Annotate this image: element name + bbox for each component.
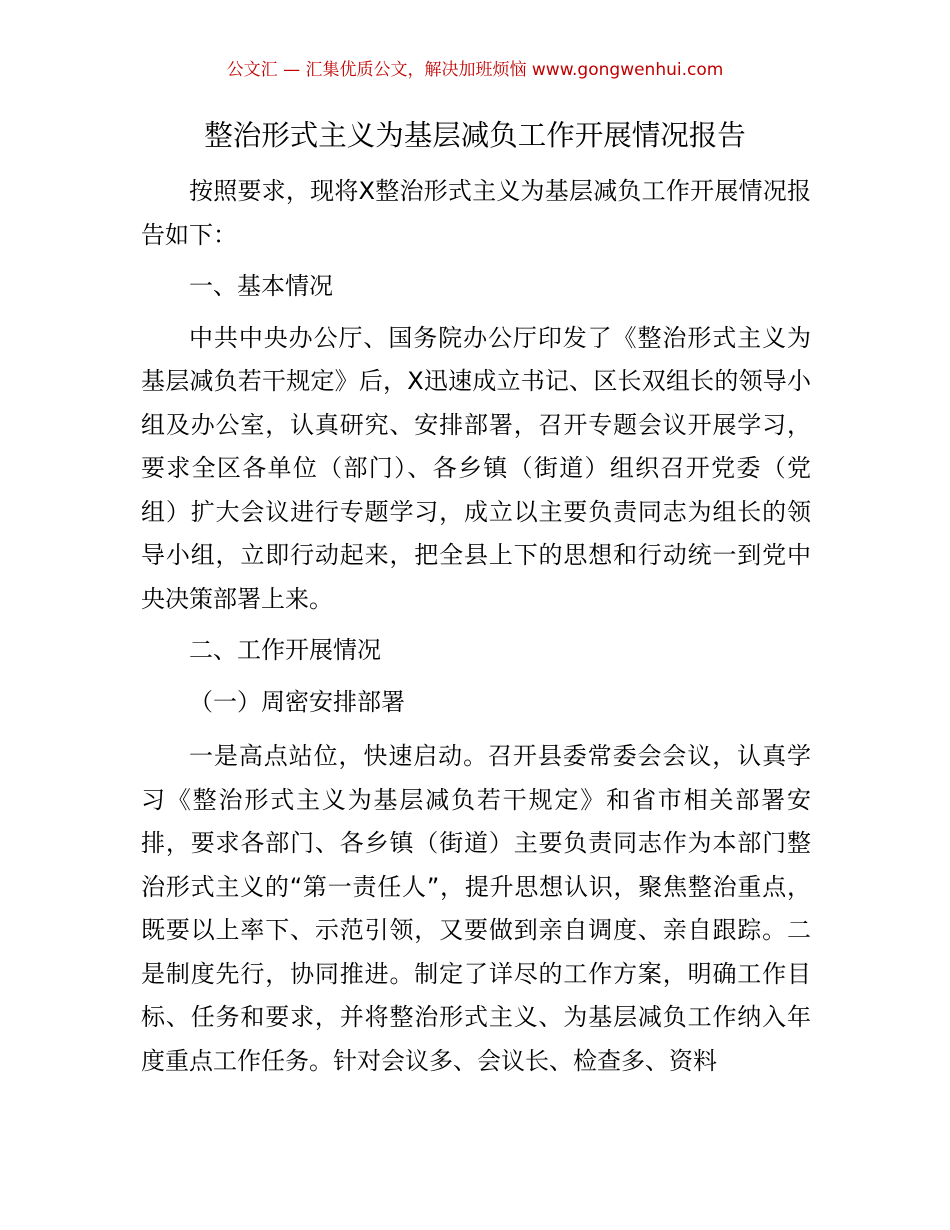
section-2-heading: 二、工作开展情况 xyxy=(189,636,381,664)
subsection-1-paragraph: 一是高点站位，快速启动。召开县委常委会会议，认真学习《整治形式主义为基层减负若干规定》和省市相关部署安排，要求各部门、各乡镇（街道）主要负责同志作为本部门整治形式主义的“第一责任人”，提升思想认识，聚焦整治重点，既要以上率下、示范引领，又要做到亲自调度、亲自跟踪。二是制度先行，协同推进。制定了详尽的工作方案，明确工作目标、任务和要求，并将整治形式主义、为基层减负工作纳入年度重点工作任务。针对会议多、会议长、检查多、资料 xyxy=(141,742,811,1075)
section-1-paragraph: 中共中央办公厅、国务院办公厅印发了《整治形式主义为基层减负若干规定》后，X迅速成立书记、区长双组长的领导小组及办公室，认真研究、安排部署，召开专题会议开展学习，要求全区各单位（部门）、各乡镇（街道）组织召开党委（党组）扩大会议进行专题学习，成立以主要负责同志为组长的领导小组，立即行动起来，把全县上下的思想和行动统一到党中央决策部署上来。 xyxy=(141,323,811,613)
header-watermark-link[interactable]: 公文汇 — 汇集优质公文，解决加班烦恼 www.gongwenhui.com xyxy=(226,60,724,80)
document-title: 整治形式主义为基层减负工作开展情况报告 xyxy=(204,119,746,152)
section-1-heading: 一、基本情况 xyxy=(189,272,333,300)
subsection-1-heading: （一）周密安排部署 xyxy=(189,687,405,716)
document-body xyxy=(141,170,811,1083)
intro-paragraph: 按照要求，现将X整治形式主义为基层减负工作开展情况报告如下： xyxy=(141,177,811,249)
